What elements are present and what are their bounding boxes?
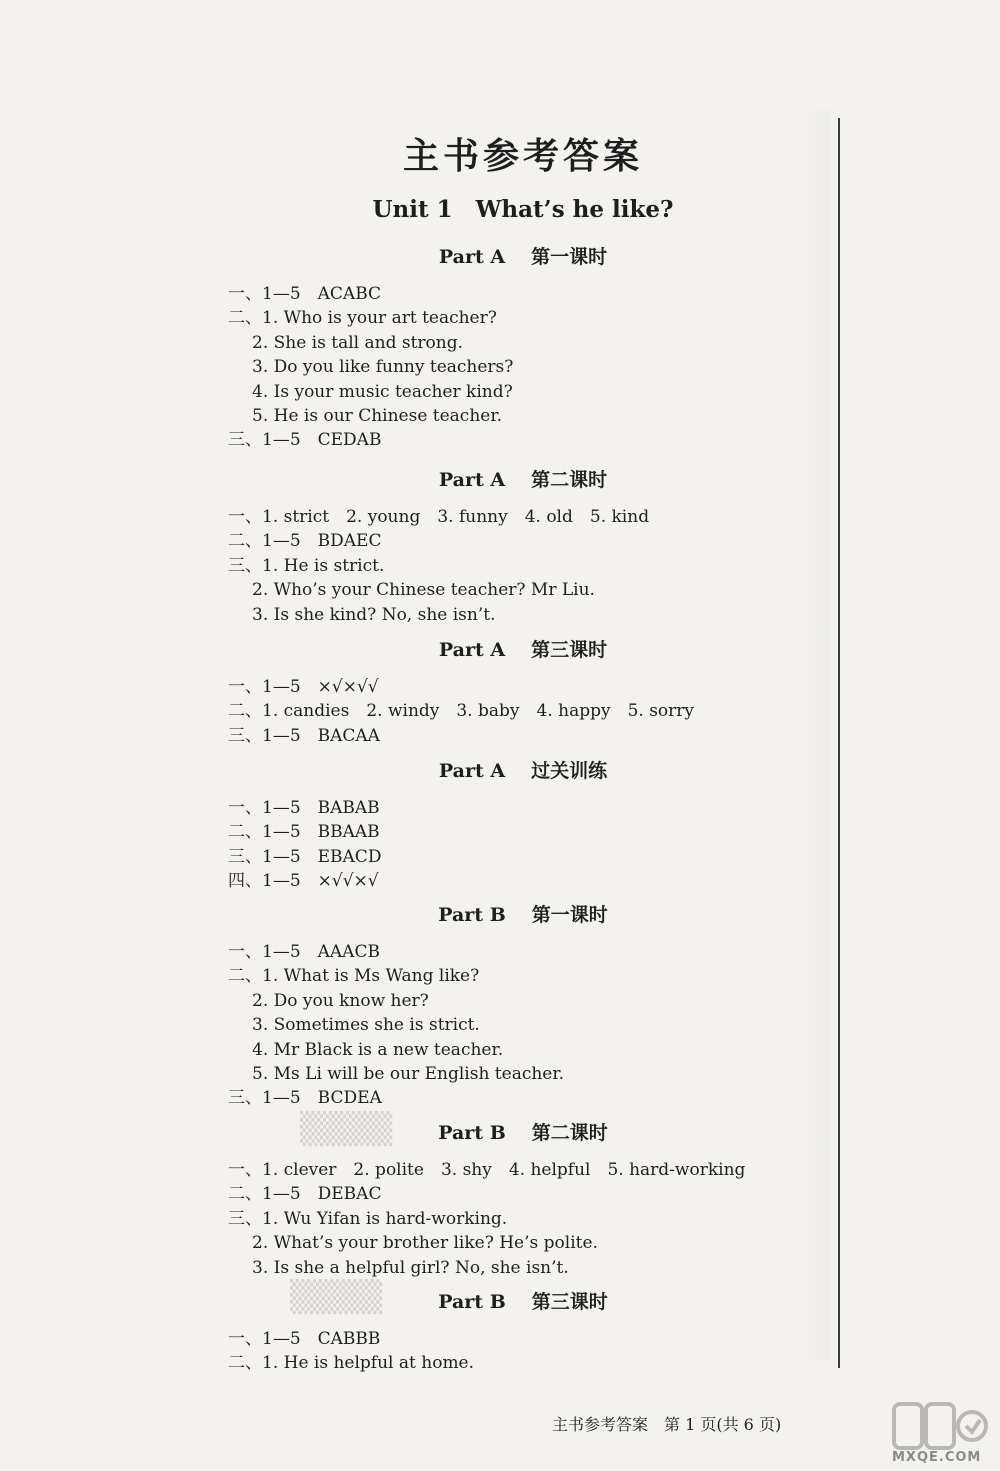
section-part: Part A bbox=[438, 760, 506, 782]
answer-line: 3. Is she a helpful girl? No, she isn’t. bbox=[252, 1257, 569, 1278]
answer-line: 4. Mr Black is a new teacher. bbox=[252, 1039, 504, 1060]
answer-line: 二、1. Who is your art teacher? bbox=[228, 308, 497, 329]
bleed-through-shade bbox=[800, 110, 830, 1360]
answer-line: 三、1—5 CEDAB bbox=[228, 430, 382, 451]
answer-line: 二、1—5 BBAAB bbox=[228, 822, 380, 843]
section-heading bbox=[0, 465, 1000, 492]
watermark-text: MXQE.COM bbox=[892, 1450, 982, 1465]
answer-line: 3. Do you like funny teachers? bbox=[252, 357, 514, 378]
answer-line: 3. Is she kind? No, she isn’t. bbox=[252, 604, 496, 625]
margin-rule bbox=[838, 118, 840, 1368]
section-part: Part B bbox=[438, 1122, 506, 1144]
answer-line: 一、1. strict 2. young 3. funny 4. old 5. kind bbox=[228, 507, 650, 527]
section-heading bbox=[0, 635, 1000, 662]
section-lesson: 过关训练 bbox=[531, 760, 608, 782]
answer-line: 三、1—5 BCDEA bbox=[228, 1088, 382, 1109]
answer-line: 四、1—5 ×√√×√ bbox=[228, 871, 379, 892]
answer-line: 一、1—5 AAACB bbox=[228, 942, 380, 962]
section-lesson: 第三课时 bbox=[531, 639, 608, 661]
section-heading bbox=[0, 1118, 1000, 1145]
answer-line: 一、1—5 ×√×√√ bbox=[228, 677, 379, 697]
answer-line: 三、1. Wu Yifan is hard-working. bbox=[228, 1208, 508, 1229]
section-part: Part A bbox=[438, 246, 506, 268]
answer-line: 二、1. candies 2. windy 3. baby 4. happy 5. sorry bbox=[228, 701, 695, 722]
section-heading bbox=[0, 1287, 1000, 1314]
section-heading bbox=[0, 242, 1000, 269]
section-part: Part A bbox=[438, 639, 506, 661]
answer-line: 4. Is your music teacher kind? bbox=[252, 381, 513, 402]
section-lesson: 第二课时 bbox=[531, 469, 608, 491]
answer-line: 二、1—5 BDAEC bbox=[228, 531, 382, 552]
faint-watermark-2: ▒▒▒▒ bbox=[290, 1280, 383, 1315]
unit-heading: Unit 1 What’s he like? bbox=[372, 196, 674, 223]
answer-line: 三、1—5 BACAA bbox=[228, 725, 380, 746]
section-lesson: 第一课时 bbox=[531, 246, 608, 268]
answer-line: 3. Sometimes she is strict. bbox=[252, 1015, 480, 1036]
answer-line: 二、1. He is helpful at home. bbox=[228, 1353, 475, 1374]
answer-line: 二、1—5 DEBAC bbox=[228, 1184, 382, 1205]
answer-line: 5. He is our Chinese teacher. bbox=[252, 406, 503, 426]
answer-line: 5. Ms Li will be our English teacher. bbox=[252, 1064, 565, 1084]
answer-line: 一、1—5 CABBB bbox=[228, 1329, 381, 1349]
section-heading bbox=[0, 900, 1000, 927]
page-title: 主书参考答案 bbox=[402, 135, 643, 177]
section-lesson: 第一课时 bbox=[531, 904, 608, 926]
answer-line: 三、1—5 EBACD bbox=[228, 846, 382, 867]
section-part: Part B bbox=[438, 1291, 506, 1313]
section-lesson: 第二课时 bbox=[531, 1122, 608, 1144]
answer-line: 一、1—5 ACABC bbox=[228, 284, 382, 304]
answer-line: 2. Who’s your Chinese teacher? Mr Liu. bbox=[252, 580, 595, 601]
section-lesson: 第三课时 bbox=[531, 1291, 608, 1313]
answer-line: 2. She is tall and strong. bbox=[252, 332, 464, 353]
section-heading bbox=[0, 756, 1000, 783]
section-part: Part A bbox=[438, 469, 506, 491]
answer-line: 2. What’s your brother like? He’s polite. bbox=[252, 1233, 598, 1254]
answer-line: 二、1. What is Ms Wang like? bbox=[228, 966, 480, 987]
faint-watermark-1: ▒▒▒▒ bbox=[300, 1112, 393, 1147]
answer-line: 一、1. clever 2. polite 3. shy 4. helpful 5. hard-working bbox=[228, 1160, 746, 1180]
page-footer: 主书参考答案 第 1 页(共 6 页) bbox=[552, 1415, 782, 1434]
section-part: Part B bbox=[438, 904, 506, 926]
answer-line: 三、1. He is strict. bbox=[228, 555, 385, 576]
answer-line: 一、1—5 BABAB bbox=[228, 798, 380, 818]
answer-line: 2. Do you know her? bbox=[252, 990, 429, 1011]
